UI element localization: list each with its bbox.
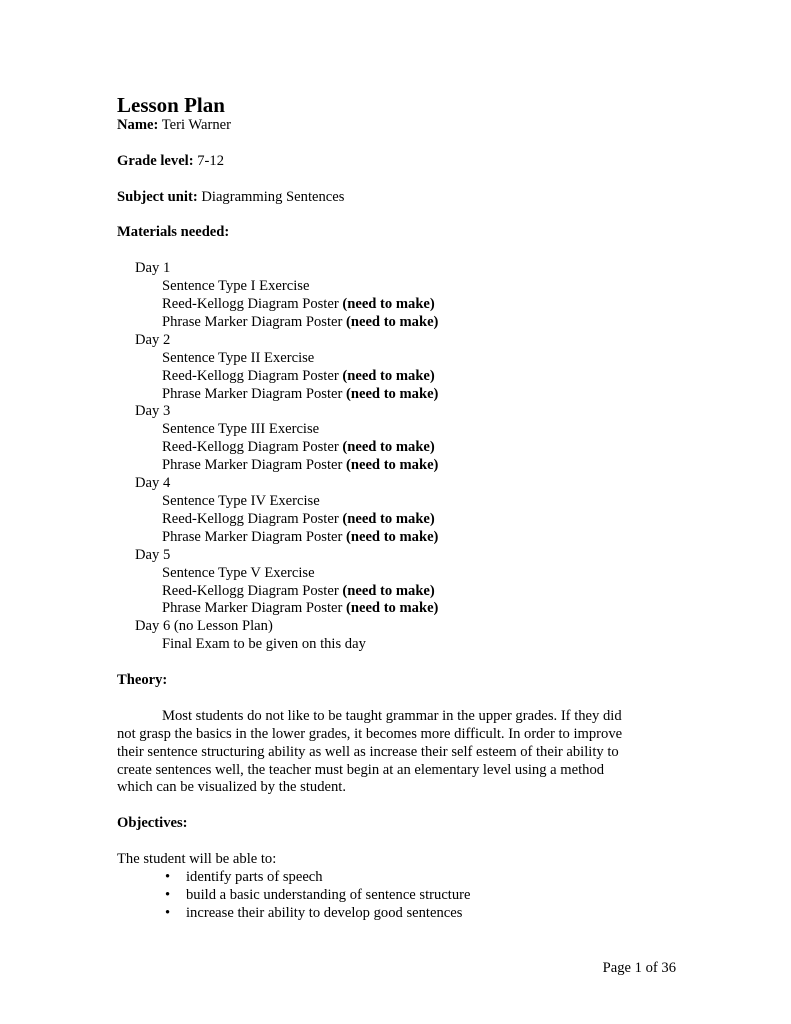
page-title: Lesson Plan <box>117 93 225 117</box>
material-item: Sentence Type III Exercise <box>162 421 320 438</box>
day-label: Day 4 <box>135 475 171 492</box>
material-item: Sentence Type V Exercise <box>162 564 315 581</box>
need-to-make-note: (need to make) <box>342 582 435 599</box>
objectives-heading: Objectives: <box>117 815 188 832</box>
material-item: Reed-Kellogg Diagram Poster (need to make) <box>162 367 435 384</box>
material-item: Sentence Type II Exercise <box>162 349 315 366</box>
bullet-icon: • <box>165 868 171 885</box>
material-item: Reed-Kellogg Diagram Poster (need to make) <box>162 296 435 312</box>
materials-heading: Materials needed: <box>117 224 230 241</box>
material-item: Reed-Kellogg Diagram Poster (need to make) <box>162 439 435 456</box>
objectives-intro: The student will be able to: <box>117 851 277 868</box>
material-item: Phrase Marker Diagram Poster (need to make) <box>162 457 439 474</box>
list-item: • build a basic understanding of sentence structure <box>165 886 471 903</box>
list-item: • increase their ability to develop good sentences <box>165 904 463 921</box>
need-to-make-note: (need to make) <box>346 600 439 617</box>
need-to-make-note: (need to make) <box>346 528 439 545</box>
bullet-icon: • <box>165 886 171 903</box>
material-item: Phrase Marker Diagram Poster (need to make) <box>162 600 439 617</box>
material-item: Reed-Kellogg Diagram Poster (need to make) <box>162 510 435 527</box>
document-page <box>117 93 677 923</box>
day-label: Day 6 (no Lesson Plan) <box>135 618 273 635</box>
need-to-make-note: (need to make) <box>346 457 439 474</box>
day-label: Day 1 <box>135 260 171 277</box>
objectives-list <box>117 869 677 923</box>
subject-field: Subject unit: Diagramming Sentences <box>117 188 345 205</box>
material-item: Sentence Type I Exercise <box>162 278 310 295</box>
page-number: Page 1 of 36 <box>602 960 676 976</box>
need-to-make-note: (need to make) <box>346 313 439 330</box>
need-to-make-note: (need to make) <box>342 439 435 456</box>
material-item: Sentence Type IV Exercise <box>162 492 320 509</box>
material-item: Reed-Kellogg Diagram Poster (need to make) <box>162 582 435 599</box>
materials-list <box>117 260 677 654</box>
name-field: Name: Teri Warner <box>117 117 231 133</box>
material-item: Phrase Marker Diagram Poster (need to make) <box>162 528 439 545</box>
list-item: • identify parts of speech <box>165 868 323 885</box>
material-item: Phrase Marker Diagram Poster (need to make) <box>162 385 439 402</box>
theory-heading: Theory: <box>117 672 168 689</box>
day-label: Day 2 <box>135 331 171 348</box>
theory-paragraph: Most students do not like to be taught grammar in the upper grades. If they did not grasp the basics in the lower grades, it becomes more difficult. In order to improve their sentence structuring ability as well as increase their self esteem of their ability to create sentences well, the teacher must begin at an elementary level using a method which can be visualized by the student. <box>117 707 623 796</box>
material-item: Phrase Marker Diagram Poster (need to make) <box>162 313 439 330</box>
bullet-icon: • <box>165 904 171 921</box>
need-to-make-note: (need to make) <box>342 510 435 527</box>
need-to-make-note: (need to make) <box>346 385 439 402</box>
material-item: Final Exam to be given on this day <box>162 636 366 653</box>
grade-field: Grade level: 7-12 <box>117 152 225 169</box>
day-label: Day 5 <box>135 546 171 563</box>
need-to-make-note: (need to make) <box>342 367 435 384</box>
need-to-make-note: (need to make) <box>342 296 435 312</box>
day-label: Day 3 <box>135 403 171 420</box>
